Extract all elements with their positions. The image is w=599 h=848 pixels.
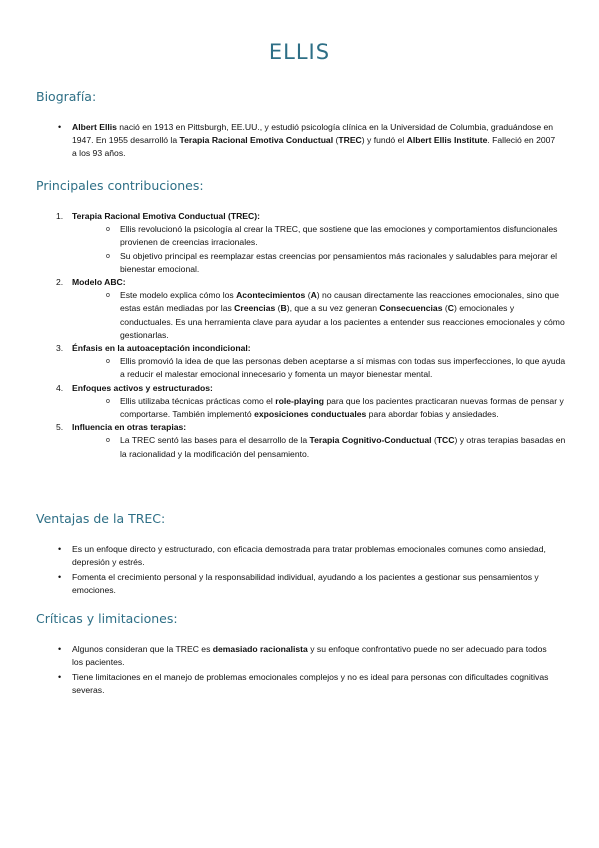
list-item bbox=[58, 643, 558, 669]
heading-criticas: Críticas y limitaciones: bbox=[36, 611, 178, 626]
page-title: ELLIS bbox=[268, 40, 331, 64]
bold-text: A bbox=[310, 290, 317, 301]
bold-text: Terapia Cognitivo-Conductual bbox=[309, 435, 432, 446]
bold-text: role-playing bbox=[275, 395, 324, 406]
text: ( bbox=[305, 290, 311, 301]
list-number: 2. bbox=[56, 277, 64, 288]
bold-text: Consecuencias bbox=[379, 303, 443, 314]
ventajas-list bbox=[58, 543, 558, 599]
sub-item bbox=[106, 289, 566, 342]
text: ) y otras terapias basadas en la racionalidad y la modificación del pensamiento. bbox=[120, 435, 566, 459]
text: para que los pacientes practicaran nuevas formas de pensar y comportarse. También implementó bbox=[120, 395, 564, 420]
text: ) y fundó el bbox=[361, 135, 407, 146]
list-item bbox=[58, 121, 558, 161]
text: ( bbox=[431, 435, 437, 446]
biografia-list bbox=[58, 121, 558, 162]
bold-text: Acontecimientos bbox=[236, 290, 306, 301]
list-item: • Tiene limitaciones en el manejo de problemas emocionales complejos y no es ideal para personas con dificultades cognitivas severas. bbox=[58, 671, 558, 697]
text: ( bbox=[333, 135, 339, 146]
item-label: Terapia Racional Emotiva Conductual (TREC): bbox=[72, 211, 260, 221]
bold-text: exposiciones conductuales bbox=[254, 409, 367, 420]
item-label: Influencia en otras terapias: bbox=[72, 422, 187, 433]
heading-contribuciones: Principales contribuciones: bbox=[36, 178, 204, 193]
text: Ellis utilizaba técnicas prácticas como el bbox=[120, 395, 276, 406]
text: Algunos consideran que la TREC es bbox=[72, 644, 213, 654]
bold-text: demasiado racionalista bbox=[212, 644, 308, 654]
sub-item: o Ellis promovió la idea de que las personas deben aceptarse a sí mismas con todas sus imperfecciones, lo que ayuda a reducir el malestar emocional innecesario y fomenta un mayor bienestar mental. bbox=[106, 355, 566, 381]
bold-text: TCC bbox=[436, 435, 455, 446]
item-label: Enfoques activos y estructurados: bbox=[72, 382, 213, 393]
heading-biografia: Biografía: bbox=[36, 89, 97, 104]
list-item: • Es un enfoque directo y estructurado, con eficacia demostrada para tratar problemas emocionales comunes como ansiedad, depresión y estrés. bbox=[58, 543, 558, 569]
list-number: 3. bbox=[56, 343, 64, 354]
text: La TREC sentó las bases para el desarrollo de la bbox=[120, 435, 310, 446]
list-item: • Fomenta el crecimiento personal y la responsabilidad individual, ayudando a los pacientes a gestionar sus pensamientos y emociones. bbox=[58, 571, 558, 597]
text: Este modelo explica cómo los bbox=[120, 290, 237, 301]
list-item bbox=[56, 382, 566, 395]
list-number: 4. bbox=[56, 382, 64, 393]
text: para abordar fobias y ansiedades. bbox=[366, 409, 499, 420]
list-item bbox=[56, 276, 566, 289]
bold-text: C bbox=[447, 303, 454, 314]
contribuciones-list bbox=[56, 210, 566, 461]
bold-text: Albert Ellis Institute bbox=[406, 135, 488, 146]
sub-item: o Ellis revolucionó la psicología al crear la TREC, que sostiene que las emociones y comportamientos disfuncionales provienen de creencias irracionales. bbox=[106, 223, 566, 249]
list-item bbox=[56, 342, 566, 355]
text: y su enfoque confrontativo puede no ser adecuado para todos los pacientes. bbox=[72, 644, 547, 668]
list-item bbox=[56, 421, 566, 434]
list-number: 5. bbox=[56, 422, 64, 433]
sub-item bbox=[106, 395, 566, 421]
text: ), que a su vez generan bbox=[286, 303, 380, 314]
sub-item bbox=[106, 434, 566, 460]
bold-text: Terapia Racional Emotiva Conductual bbox=[179, 135, 334, 146]
bold-text: TREC bbox=[338, 135, 362, 146]
item-label: Modelo ABC: bbox=[72, 277, 126, 288]
list-number: 1. bbox=[56, 211, 64, 221]
text: nació en 1913 en Pittsburgh, EE.UU., y estudió psicología clínica en la Universidad de Columbia, graduándose en 1947. En 1955 desarrolló la bbox=[72, 122, 554, 146]
text: ) no causan directamente las reacciones emocionales, sino que estas están mediadas por las bbox=[120, 290, 559, 314]
sub-item: o Su objetivo principal es reemplazar estas creencias por pensamientos más racionales y saludables para mejorar el bienestar emocional. bbox=[106, 250, 566, 276]
text: ( bbox=[442, 303, 448, 314]
bold-text: Creencias bbox=[234, 303, 276, 314]
text: ( bbox=[275, 303, 281, 314]
bold-text: Albert Ellis bbox=[72, 122, 117, 132]
list-item bbox=[56, 210, 566, 223]
heading-ventajas: Ventajas de la TREC: bbox=[36, 511, 166, 526]
text: ) emocionales y conductuales. Es una herramienta clave para ayudar a los pacientes a entender sus reacciones emocionales y cómo gestionarlas. bbox=[120, 303, 565, 340]
criticas-list bbox=[58, 643, 558, 699]
bold-text: B bbox=[280, 303, 287, 314]
item-label: Énfasis en la autoaceptación incondicional: bbox=[72, 343, 251, 354]
text: . Falleció en 2007 a los 93 años. bbox=[72, 135, 556, 159]
